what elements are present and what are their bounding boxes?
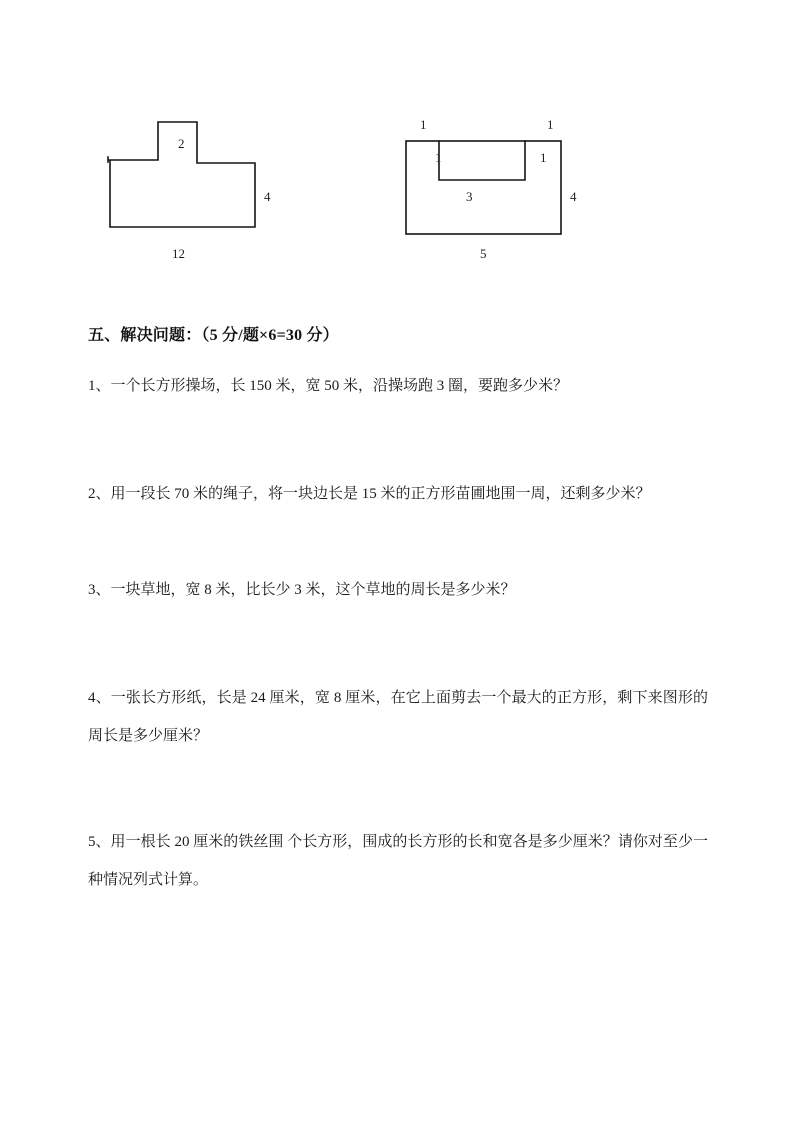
figures-row	[0, 0, 793, 290]
figure2-notch-width-label: 3	[466, 189, 473, 204]
figure2-top-right-label: 1	[547, 117, 554, 132]
figure2-base-width-label: 5	[480, 246, 487, 261]
figure2-top-left-label: 1	[420, 117, 427, 132]
question-2: 2、用一段长 70 米的绳子，将一块边长是 15 米的正方形苗圃地围一周，还剩多少米？	[88, 486, 651, 502]
section-heading: 五、解决问题：（5 分/题×6=30 分）	[88, 327, 339, 344]
question-1: 1、一个长方形操场，长 150 米，宽 50 米，沿操场跑 3 圈，要跑多少米？	[88, 378, 569, 394]
t-shape-composite-figure	[92, 112, 292, 261]
problem-section	[88, 322, 712, 899]
question-3: 3、一块草地，宽 8 米，比长少 3 米，这个草地的周长是多少米？	[88, 582, 516, 598]
figure2-right-height-label: 4	[570, 189, 577, 204]
notched-rectangle-svg	[398, 112, 588, 242]
figure1-tab-width-label: 2	[178, 136, 185, 151]
figure2-notch-left-label: 1	[435, 150, 442, 165]
figure1-base-width-label: 12	[172, 246, 185, 261]
figure2-notch-right-label: 1	[540, 150, 547, 165]
figure1-body-height-label: 4	[264, 189, 271, 204]
rectangle-with-notch-figure	[398, 112, 588, 261]
question-5: 5、用一根长 20 厘米的铁丝围 个长方形，围成的长方形的长和宽各是多少厘米？请你对至少一种情况列式计算。	[88, 834, 708, 888]
question-4: 4、一张长方形纸，长是 24 厘米，宽 8 厘米，在它上面剪去一个最大的正方形，剩下来图形的周长是多少厘米？	[88, 690, 708, 744]
t-shape-svg	[92, 112, 292, 242]
